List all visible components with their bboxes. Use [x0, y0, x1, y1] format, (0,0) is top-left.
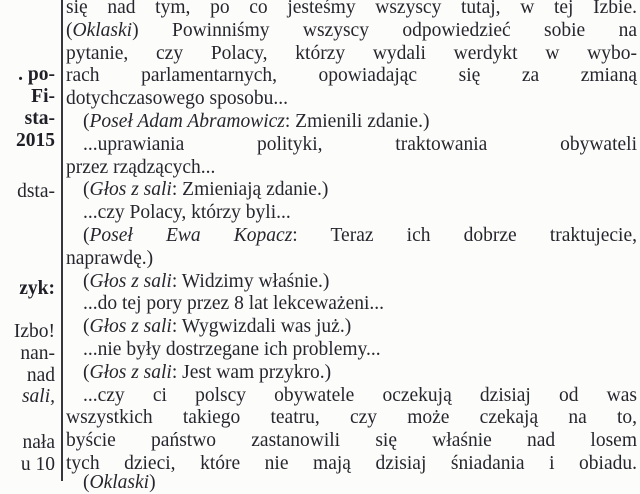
transcript-line [66, 0, 637, 19]
transcript-line [66, 224, 637, 247]
transcript-line [66, 384, 637, 407]
left-column-line-fragment: . po- [18, 64, 55, 85]
transcript-text: ...do tej pory przez 8 lat lekceważeni... [83, 293, 385, 315]
transcript-text: ...nie były dostrzegane ich problemy... [83, 339, 381, 360]
transcript-text: : Jest wam przykro.) [171, 361, 332, 383]
transcript-text: ( [66, 19, 73, 41]
transcript-line [66, 338, 637, 361]
left-column-line-fragment: nan- [20, 343, 55, 364]
transcript-text: ...czy Polacy, którzy byli... [83, 202, 291, 224]
transcript-text: ( [83, 179, 90, 201]
transcript-text: ( [83, 270, 90, 292]
transcript-text: pytanie, czy Polacy, którzy wydali werdykt w wybo- [66, 42, 637, 64]
left-column-line-fragment: u 10 [20, 454, 55, 475]
right-column [66, 0, 637, 493]
transcript-line [66, 64, 637, 87]
transcript-line [66, 471, 637, 494]
left-column-line-fragment: 2015 [16, 130, 55, 151]
transcript-text: : Wygwizdali was już.) [171, 316, 352, 338]
transcript-text: ( [83, 225, 90, 246]
transcript-line [66, 292, 637, 315]
transcript-line [66, 42, 637, 65]
transcript-line [66, 247, 637, 270]
transcript-text: ( [83, 472, 90, 493]
transcript-text: ( [83, 316, 90, 338]
left-column-line-fragment: nała [22, 432, 55, 453]
transcript-text: się nad tym, po co jesteśmy wszyscy tutaj, w tej Izbie. [66, 0, 637, 18]
transcript-text: przez rządzących... [66, 156, 216, 178]
transcript-line [66, 133, 637, 156]
left-column-line-fragment: zyk: [19, 278, 55, 299]
left-column [0, 0, 56, 481]
transcript-text: ( [83, 361, 90, 383]
left-column-line-fragment: dsta- [17, 181, 55, 202]
stage-direction-text: Oklaski [72, 19, 133, 41]
column-divider [61, 0, 63, 481]
left-column-line-fragment: nad [26, 365, 55, 386]
transcript-line [66, 110, 637, 133]
transcript-text: : Zmieniają zdanie.) [171, 179, 329, 201]
transcript-text: ( [83, 111, 90, 132]
transcript-line [66, 429, 637, 452]
transcript-line [66, 270, 637, 293]
transcript-line [66, 201, 637, 224]
left-column-line-fragment: sali, [21, 386, 55, 407]
transcript-text: wszystkich takiego teatru, czy może czekają na to, [66, 407, 637, 429]
transcript-text: tych dzieci, które nie mają dzisiaj śniadania i obiadu. [66, 453, 637, 474]
transcript-text: : Teraz ich dobrze traktujecie, [292, 225, 637, 246]
stage-direction-text: Głos z sali [89, 179, 172, 201]
transcript-text: ...czy ci polscy obywatele oczekują dzisiaj od was [83, 384, 637, 406]
stage-direction-text: Poseł Adam Abramowicz [89, 111, 285, 132]
transcript-text: dotychczasowego sposobu... [66, 88, 289, 110]
transcript-line [66, 87, 637, 110]
transcript-line [66, 361, 637, 384]
transcript-text: ) [149, 472, 156, 493]
transcript-line [66, 178, 637, 201]
left-column-line-fragment: Fi- [31, 86, 55, 107]
transcript-text: ) Powinniśmy wszyscy odpowiedzieć sobie na [132, 19, 637, 41]
left-column-line-fragment: sta- [24, 108, 55, 129]
transcript-text: ...uprawiania polityki, traktowania obywateli [83, 133, 637, 155]
stage-direction-text: Oklaski [89, 472, 150, 493]
stage-direction-text: Głos z sali [89, 316, 172, 338]
transcript-text: : Zmienili zdanie.) [284, 111, 430, 132]
transcript-line [66, 406, 637, 429]
transcript-text: byście państwo zastanowili się właśnie nad losem [66, 430, 637, 452]
stage-direction-text: Poseł Ewa Kopacz [89, 225, 293, 246]
transcript-line [66, 315, 637, 338]
transcript-text: : Widzimy właśnie.) [171, 270, 330, 292]
stage-direction-text: Głos z sali [89, 270, 172, 292]
stage-direction-text: Głos z sali [89, 361, 172, 383]
transcript-line [66, 19, 637, 42]
left-column-line-fragment: Izbo! [13, 321, 55, 342]
transcript-line [66, 156, 637, 179]
transcript-text: rach parlamentarnych, opowiadając się za zmianą [66, 65, 637, 87]
transcript-text: naprawdę.) [66, 247, 154, 269]
